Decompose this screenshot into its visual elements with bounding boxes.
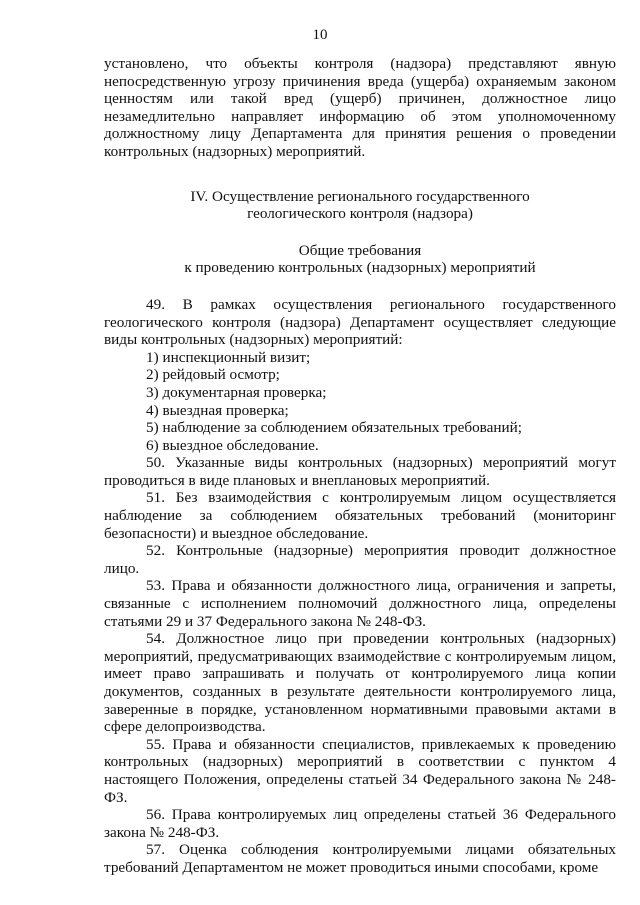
list-item: 5) наблюдение за соблюдением обязательных требований;	[146, 419, 522, 437]
subheading-line2: к проведению контрольных (надзорных) мероприятий	[184, 259, 536, 277]
subheading	[104, 242, 616, 277]
subheading-line1: Общие требования	[298, 241, 422, 259]
list-item: 2) рейдовый осмотр;	[146, 366, 280, 384]
list-item: 3) документарная проверка;	[146, 383, 327, 401]
list-item: 4) выездная проверка;	[146, 401, 289, 419]
paragraph-57: 57. Оценка соблюдения контролируемыми лицами обязательных требований Департаментом не может проводиться иными способами, кроме	[104, 841, 616, 876]
paragraph-49: 49. В рамках осуществления регионального государственного геологического контроля (надзора) Департамент осуществляет следующие виды контрольных (надзорных) мероприятий:	[104, 295, 616, 349]
document-body	[104, 55, 616, 877]
paragraph-54: 54. Должностное лицо при проведении контрольных (надзорных) мероприятий, предусматривающих взаимодействие с контролируемым лицом, имеет право запрашивать и получать от контролируемого лица копии документов, созданных в результате деятельности контролируемого лица, заверенные в порядке, установленном нормативными правовыми актами в сфере делопроизводства.	[104, 630, 616, 736]
intro-paragraph: установлено, что объекты контроля (надзора) представляют явную непосредственную угрозу причинения вреда (ущерба) охраняемым законом ценностям или такой вред (ущерб) причинен, должностное лицо незамедлительно направляет информацию об этом уполномоченному должностному лицу Департамента для принятия решения о проведении контрольных (надзорных) мероприятий.	[104, 55, 616, 160]
paragraph-50: 50. Указанные виды контрольных (надзорных) мероприятий могут проводиться в виде плановых и внеплановых мероприятий.	[104, 454, 616, 489]
paragraph-51: 51. Без взаимодействия с контролируемым лицом осуществляется наблюдение за соблюдением обязательных требований (мониторинг безопасности) и выездное обследование.	[104, 489, 616, 542]
paragraph-53: 53. Права и обязанности должностного лица, ограничения и запреты, связанные с исполнением полномочий должностного лица, определены статьями 29 и 37 Федерального закона № 248-ФЗ.	[104, 577, 616, 630]
list-item: 6) выездное обследование.	[146, 436, 319, 454]
paragraph-52: 52. Контрольные (надзорные) мероприятия проводит должностное лицо.	[104, 542, 616, 577]
section-heading-line2: геологического контроля (надзора)	[247, 205, 473, 223]
list-item: 1) инспекционный визит;	[146, 348, 311, 366]
paragraph-56: 56. Права контролируемых лиц определены статьей 36 Федерального закона № 248-ФЗ.	[104, 806, 616, 841]
section-heading	[104, 188, 616, 223]
section-heading-line1: IV. Осуществление регионального государственного	[190, 187, 530, 205]
page-number: 10	[312, 27, 328, 43]
paragraph-55: 55. Права и обязанности специалистов, привлекаемых к проведению контрольных (надзорных) мероприятий в соответствии с пунктом 4 настоящего Положения, определены статьей 34 Федерального закона № 248-ФЗ.	[104, 735, 616, 806]
